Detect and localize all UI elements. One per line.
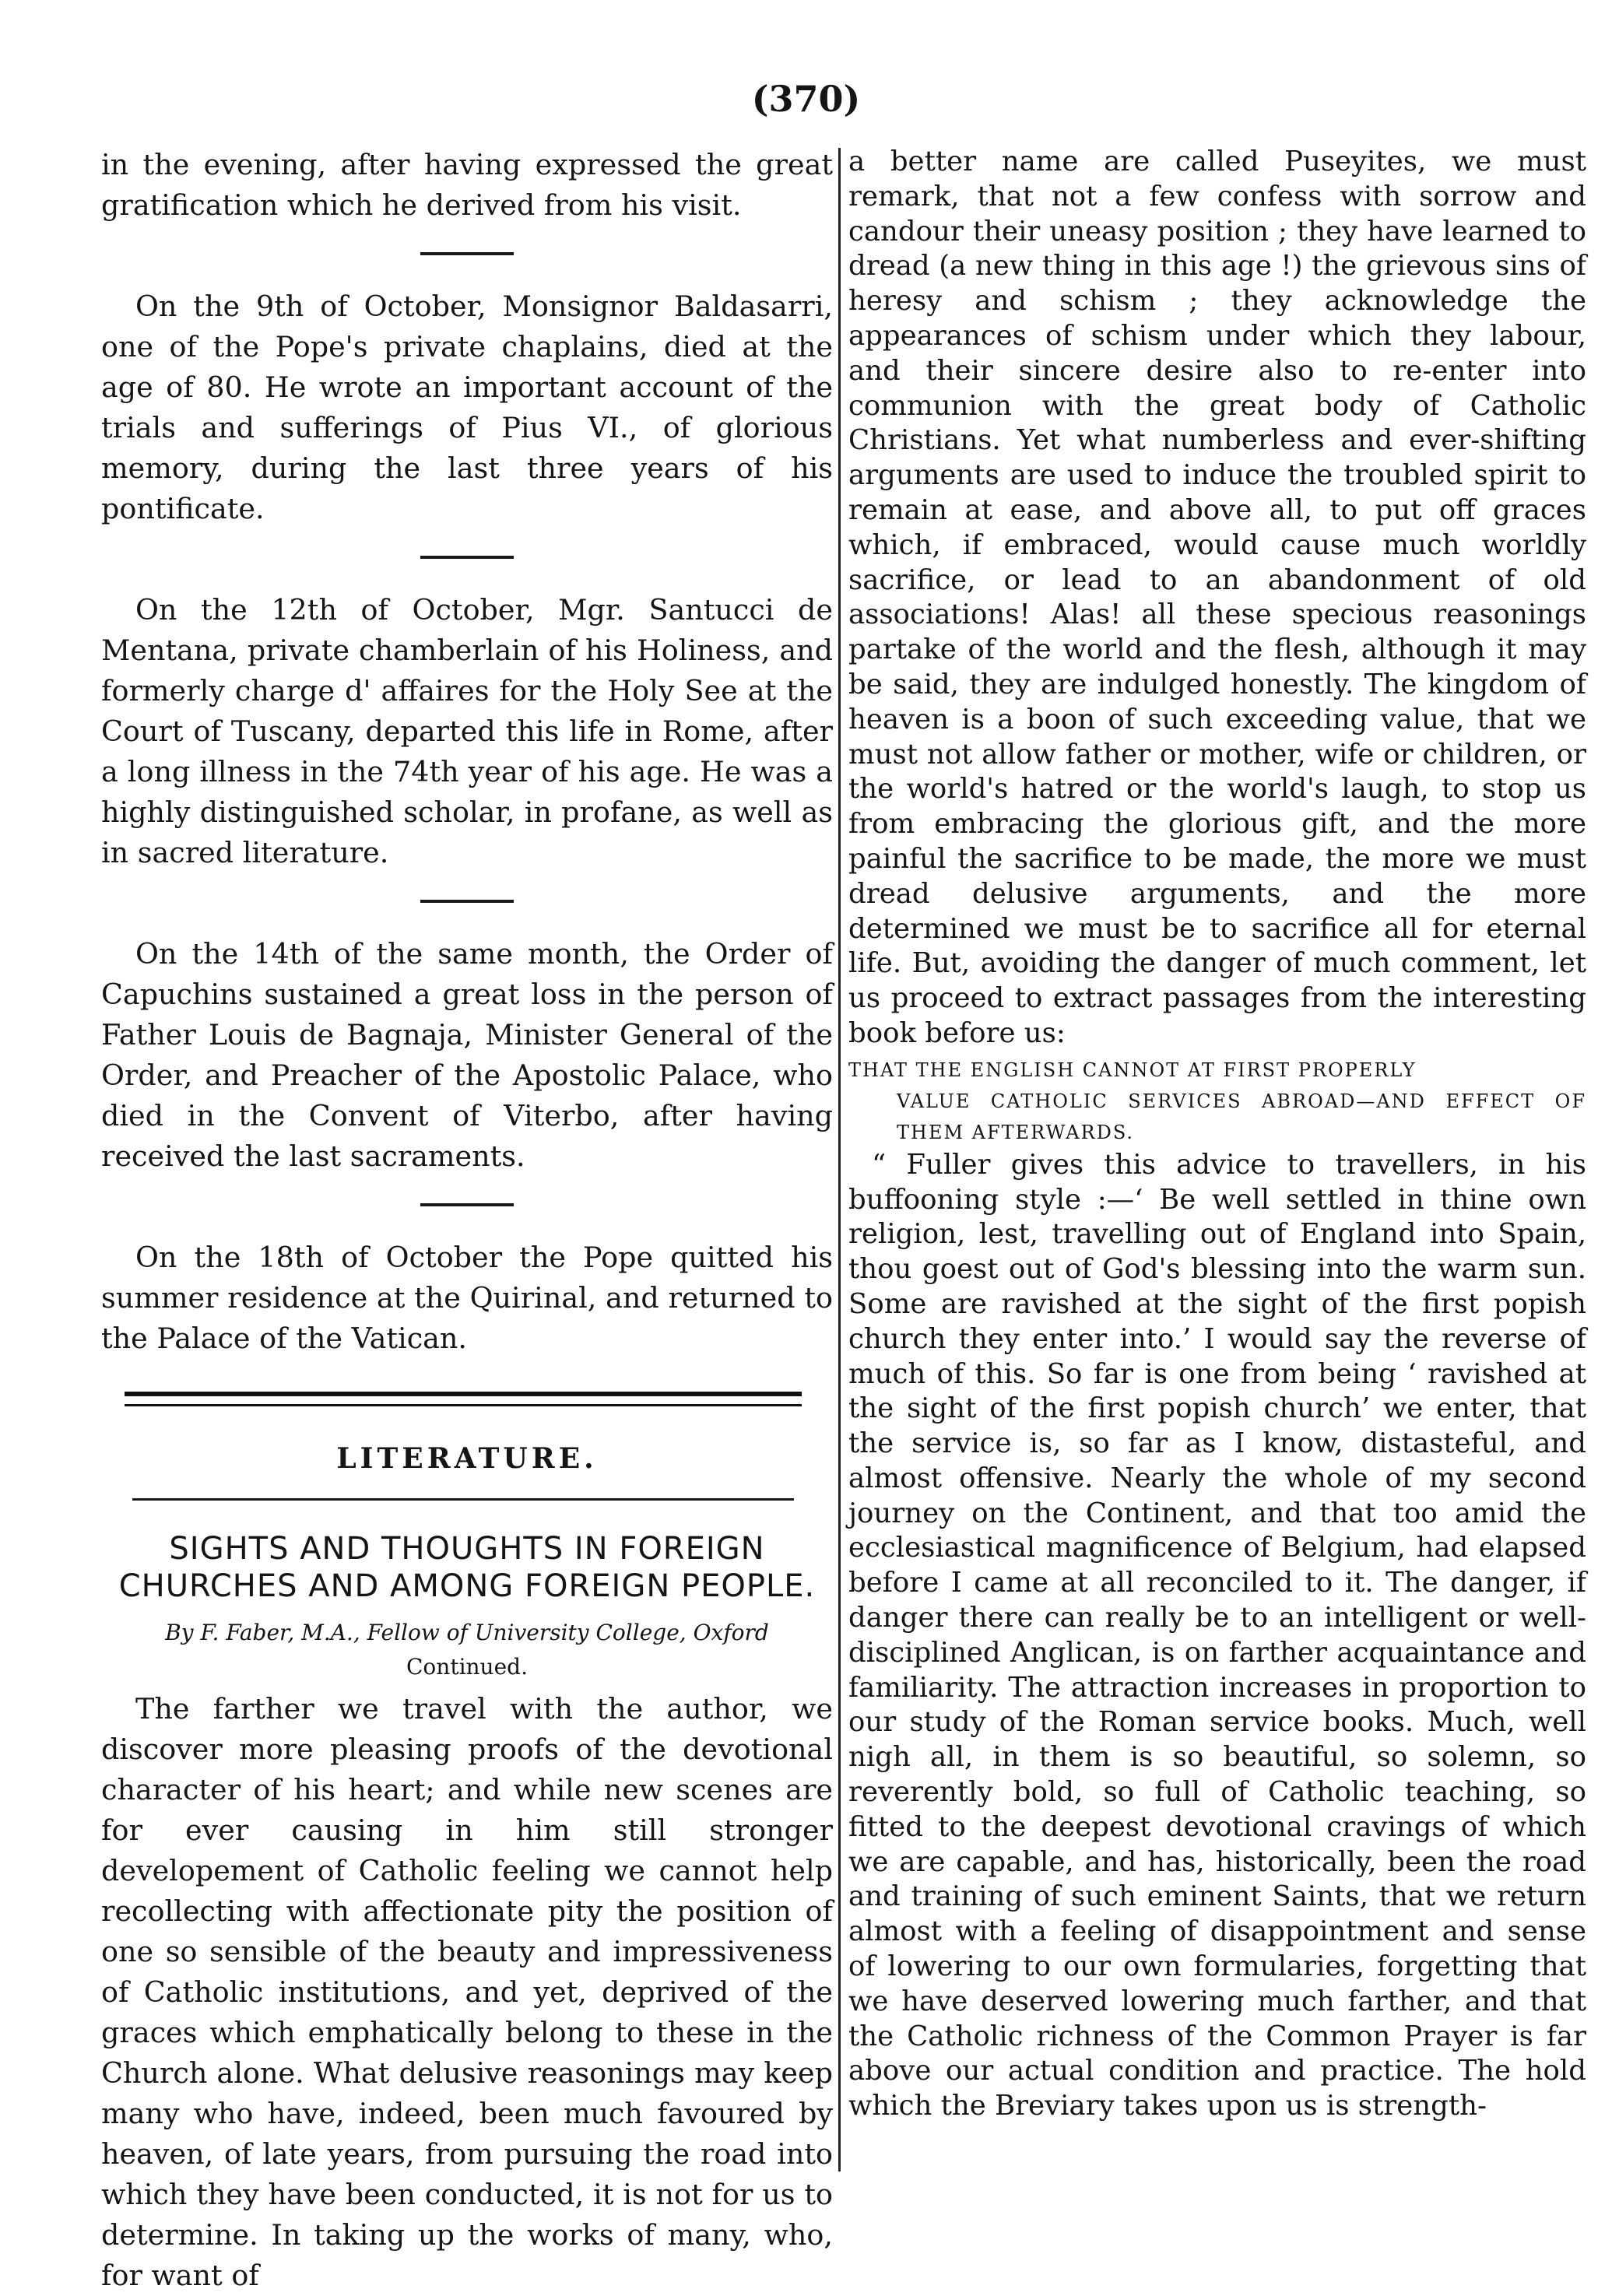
subheading-line-2: VALUE CATHOLIC SERVICES ABROAD—AND EFFECT OF THEM AFTERWARDS. bbox=[897, 1090, 1586, 1143]
paragraph-review-intro: The farther we travel with the author, we discover more pleasing proofs of the devotional character of his heart; and while new scenes are for ever causing in him still stronger developement of Catholic feeling we cannot help recollecting with affectionate pity the position of one so sensible of the beauty and impressiveness of Catholic institutions, and yet, deprived of the graces which emphatically belong to these in the Church alone. What delusive reasonings may keep many who have, indeed, been much favoured by heaven, of late years, from pursuing the road into which they have been conducted, it is not for us to determine. In taking up the works of many, who, for want of bbox=[101, 1692, 833, 2292]
paragraph-baldasarri: On the 9th of October, Monsignor Baldasarri, one of the Pope's private chaplains, died at the age of 80. He wrote an important account of the trials and sufferings of Pius VI., of glorious memory, during the last three years of his pontificate. bbox=[101, 290, 833, 525]
page-number: (370) bbox=[751, 78, 861, 120]
extract-subheading bbox=[848, 1055, 1586, 1148]
paragraph-puseyites: a better name are called Puseyites, we must remark, that not a few confess with sorrow and candour their uneasy position ; they have learned to dread (a new thing in this age !) the grievous sins of heresy and schism ; they acknowledge the appearances of schism under which they labour, and their sincere desire also to re-enter into communion with the great body of Catholic Christians. Yet what numberless and ever-shifting arguments are used to induce the troubled spirit to remain at ease, and above all, to put off graces which, if embraced, would cause much worldly sacrifice, or lead to an abandonment of old associations! Alas! all these specious reasonings partake of the world and the flesh, although it may be said, they are indulged honestly. The kingdom of heaven is a boon of such exceeding value, that we must not allow father or mother, wife or children, or the world's hatred or the world's laugh, to stop us from embracing the glorious gift, and the more painful the sacrifice to be made, the more we must dread delusive arguments, and the more determined we must be to sacrifice all for eternal life. But, avoiding the danger of much comment, let us proceed to extract passages from the interesting book before us: bbox=[848, 146, 1586, 1049]
section-heading: LITERATURE. bbox=[336, 1442, 598, 1475]
paragraph-capuchins: On the 14th of the same month, the Order of Capuchins sustained a great loss in the person of Father Louis de Bagnaja, Minister General of the Order, and Preacher of the Apostolic Palace, who died in the Convent of Viterbo, after having received the last sacraments. bbox=[101, 937, 833, 1173]
left-column bbox=[101, 145, 833, 2296]
paragraph-santucci: On the 12th of October, Mgr. Santucci de Mentana, private chamberlain of his Holiness, and formerly charge d' affaires for the Holy See at the Court of Tuscany, departed this life in Rome, after a long illness in the 74th year of his age. He was a highly distinguished scholar, in profane, as well as in sacred literature. bbox=[101, 593, 833, 869]
continued-label: Continued. bbox=[406, 1654, 528, 1680]
article-title: SIGHTS AND THOUGHTS IN FOREIGN CHURCHES AND AMONG FOREIGN PEOPLE. bbox=[118, 1531, 816, 1604]
separator-rule bbox=[420, 252, 514, 255]
paragraph-quirinal: On the 18th of October the Pope quitted his summer residence at the Quirinal, and returned to the Palace of the Vatican. bbox=[101, 1241, 833, 1355]
separator-rule bbox=[420, 900, 514, 903]
column-divider bbox=[838, 148, 841, 2171]
paragraph-fuller-quote: “ Fuller gives this advice to travellers, in his buffooning style :—‘ Be well settled in thine own religion, lest, travelling out of England into Spain, thou goest out of God's blessing into the warm sun. Some are ravished at the sight of the first popish church they enter into.’ I would say the reverse of much of this. So far is one from being ‘ ravished at the sight of the first popish church’ we enter, that the service is, so far as I know, distasteful, and almost offensive. Nearly the whole of my second journey on the Continent, and that too amid the ecclesiastical magnificence of Belgium, had elapsed before I came at all reconciled to it. The danger, if danger there can really be to an intelligent or well-disciplined Anglican, is on farther acquaintance and familiarity. The attraction increases in proportion to our study of the Roman service books. Much, well nigh all, in them is so beautiful, so solemn, so reverently bold, so full of Catholic teaching, so fitted to the deepest devotional cravings of which we are capable, and has, historically, been the road and training of such eminent Saints, that we return almost with a feeling of disappointment and sense of lowering to our own formularies, forgetting that we have deserved lowering much farther, and that the Catholic richness of the Common Prayer is far above our actual condition and practice. The hold which the Breviary takes upon us is strength- bbox=[848, 1148, 1586, 2122]
section-double-rule bbox=[125, 1392, 802, 1406]
separator-rule bbox=[420, 1203, 514, 1206]
article-byline: By F. Faber, M.A., Fellow of University College, Oxford bbox=[165, 1620, 769, 1645]
right-column bbox=[848, 145, 1586, 2124]
separator-rule bbox=[420, 556, 514, 559]
subheading-line-1: THAT THE ENGLISH CANNOT AT FIRST PROPERLY bbox=[848, 1058, 1417, 1081]
paragraph-visit: in the evening, after having expressed the great gratification which he derived from his visit. bbox=[101, 148, 833, 222]
heading-rule bbox=[132, 1498, 794, 1501]
